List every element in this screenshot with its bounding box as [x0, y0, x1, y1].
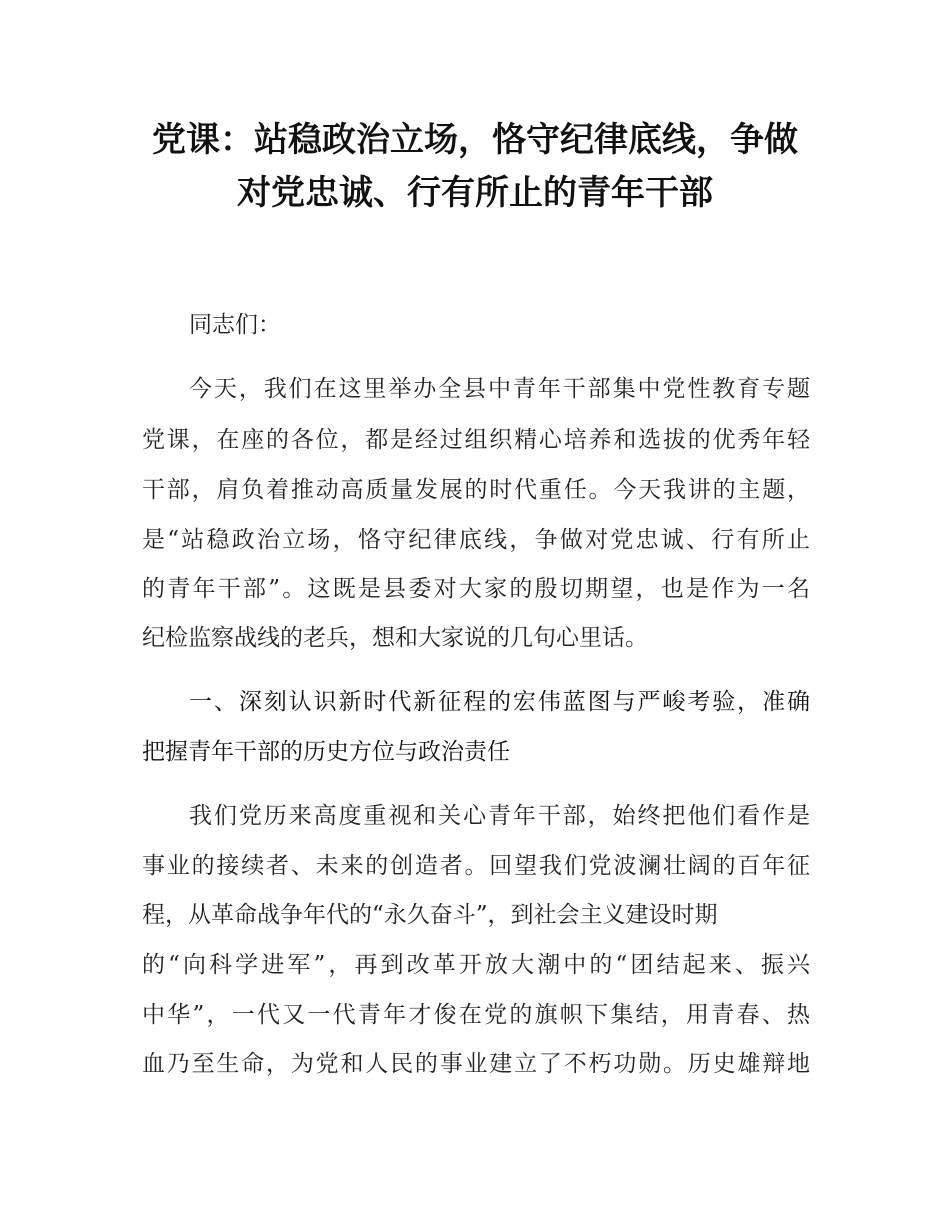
paragraph-1-line-5: 的青年干部”。这既是县委对大家的殷切期望，也是作为一名: [142, 576, 810, 602]
paragraph-1-line-3: 干部，肩负着推动高质量发展的时代重任。今天我讲的主题，: [142, 477, 810, 503]
document-title-line-1: 党课：站稳政治立场，恪守纪律底线，争做: [152, 120, 798, 160]
paragraph-1-line-6: 纪检监察战线的老兵，想和大家说的几句心里话。: [142, 625, 648, 651]
section-1-heading-line-1: 一、深刻认识新时代新征程的宏伟蓝图与严峻考验，准确: [189, 689, 810, 715]
document-title-line-2: 对党忠诚、行有所止的青年干部: [237, 173, 713, 213]
paragraph-2-line-6: 血乃至生命，为党和人民的事业建立了不朽功勋。历史雄辩地: [142, 1051, 810, 1077]
section-1-heading-line-2: 把握青年干部的历史方位与政治责任: [142, 739, 510, 765]
paragraph-2-line-1: 我们党历来高度重视和关心青年干部，始终把他们看作是: [189, 803, 810, 829]
paragraph-2-line-2: 事业的接续者、未来的创造者。回望我们党波澜壮阔的百年征: [142, 853, 810, 879]
paragraph-2-line-4: 的“向科学进军”，再到改革开放大潮中的“团结起来、振兴: [142, 952, 810, 978]
paragraph-2-line-5: 中华”，一代又一代青年才俊在党的旗帜下集结，用青春、热: [142, 1002, 810, 1028]
paragraph-2-line-3: 程，从革命战争年代的“永久奋斗”，到社会主义建设时期: [142, 902, 718, 928]
paragraph-1-line-1: 今天，我们在这里举办全县中青年干部集中党性教育专题: [189, 376, 810, 402]
paragraph-1-line-2: 党课，在座的各位，都是经过组织精心培养和选拔的优秀年轻: [142, 427, 810, 453]
paragraph-1-line-4: 是“站稳政治立场，恪守纪律底线，争做对党忠诚、行有所止: [142, 527, 810, 553]
salutation: 同志们：: [189, 312, 281, 338]
